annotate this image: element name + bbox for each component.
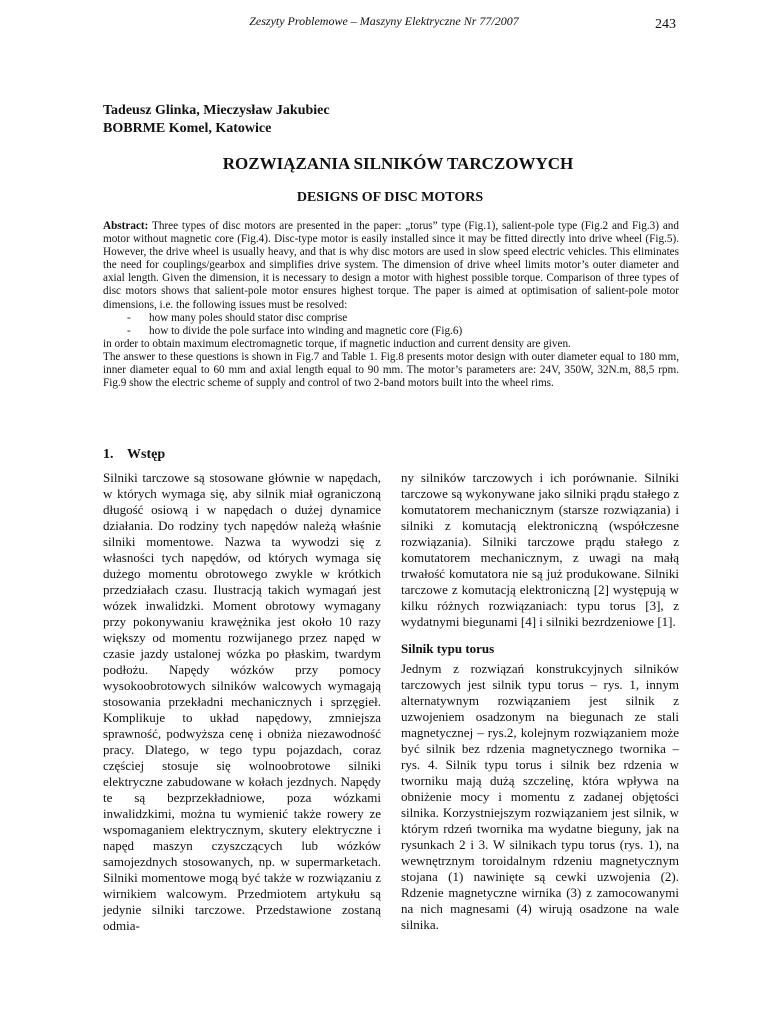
section-number: 1. (103, 447, 114, 462)
abstract-para2: in order to obtain maximum electromagnetic torque, if magnetic induction and current density are given. (103, 337, 571, 350)
authors-block (103, 102, 330, 138)
section-heading (103, 447, 165, 463)
right-column (401, 470, 679, 933)
bullet-dash: - (127, 311, 131, 324)
torus-paragraph: Jednym z rozwiązań konstrukcyjnych silników tarczowych jest silnik typu torus – rys. 1, innym alternatywnym rozwiązaniem jest silnik z uzwojeniem osadzonym na biegunach ze stali magnetycznej – rys.2, kolejnym rozwiązaniem może być silnik bez rdzenia magnetycznego twornika – rys. 4. Silnik typu torus i silnik bez rdzenia w tworniku mają dużą szczelinę, która wpływa na obniżenie mocy i momentu z zadanej objętości silnika. Korzystniejszym rozwiązaniem jest silnik, w którym rdzeń twornika ma wydatne bieguny, jak na rysunkach 2 i 3. W silnikach typu torus (rys. 1), na wewnętrznym toroidalnym rdzeniu magnetycznym stojana (1) nawinięte są cewki uzwojenia (2). Rdzenie magnetyczne wirnika (3) z zamocowanymi na nich magnesami (4) wirują osadzone na wale silnika. (401, 661, 679, 932)
section-title: Wstęp (127, 447, 166, 462)
left-column (103, 470, 381, 934)
journal-header: Zeszyty Problemowe – Maszyny Elektryczne Nr 77/2007 (249, 14, 519, 28)
abstract-para1 (103, 220, 679, 312)
abstract-bullet-list (103, 312, 679, 338)
bullet-text: how to divide the pole surface into winding and magnetic core (Fig.6) (149, 324, 463, 337)
intro-paragraph: Silniki tarczowe są stosowane głównie w napędach, w których wymaga się, aby silnik miał ograniczoną długość osiową i w napędach o dużej dynamice działania. Do rodziny tych napędów należą właśnie silniki momentowe. Nazwa ta wywodzi się z własności tych napędów, od których wymaga się dużego momentu obrotowego zwykle w krótkich przedziałach czasu. Ilustracją takich wymagań jest wózek inwalidzki. Moment obrotowy wymagany przy pokonywaniu krawężnika jest około 10 razy większy od momentu rozwijanego przez napęd w czasie jazdy ustalonej wózka po płaskim, twardym podłożu. Napędy wózków przy pomocy wysokoobrotowych silników walcowych wymagają stosowania przekładni mechanicznych i sprzęgieł. Komplikuje to układ napędowy, zmniejsza sprawność, podwyższa cenę i obniża niezawodność pracy. Dlatego, w tego typu pojazdach, coraz częściej stosuje się wolnoobrotowe silniki elektryczne zabudowane w kołach jezdnych. Napędy te są bezprzekładniowe, poza wózkami inwalidzkimi, można tu wymienić także rowery ze wspomaganiem elektrycznym, skutery elektryczne i napęd maszyn czyszczących lub wózków samojezdnych stosowanych, np. w supermarketach. Silniki momentowe mogą być także w rozwiązaniu z wirnikiem walcowym. Przedmiotem artykułu są jedynie silniki tarczowe. Przedstawione zostaną odmia- (103, 470, 381, 933)
abstract-para3: The answer to these questions is shown in Fig.7 and Table 1. Fig.8 presents motor design with outer diameter equal to 180 mm, inner diameter equal to 60 mm and axial length equal to 90 mm. The motor’s parameters are: 24V, 350W, 32N.m, 88,5 rpm. Fig.9 show the electric scheme of supply and control of two 2-band motors built into the wheel rims. (103, 350, 679, 390)
abstract-bullet (103, 325, 679, 338)
bullet-text: how many poles should stator disc comprise (149, 311, 348, 324)
title-polish: ROZWIĄZANIA SILNIKÓW TARCZOWYCH (222, 154, 574, 173)
page-number: 243 (655, 17, 676, 32)
bullet-dash: - (127, 324, 131, 337)
intro-paragraph-continued: ny silników tarczowych i ich porównanie. Silniki tarczowe są wykonywane jako silniki prądu stałego z komutatorem mechanicznym (starsze rozwiązania) i silniki z komutacją elektroniczną (współczesne rozwiązania). Silniki tarczowe prądu stałego z komutatorem mechanicznym, z uwagi na małą trwałość komutatora nie są już produkowane. Silniki tarczowe z komutacją elektroniczną [2] występują w kilku różnych rozwiązaniach: typu torus [3], z wydatnymi biegunami [4] i silniki bezrdzeniowe [1]. (401, 470, 679, 629)
abstract-label: Abstract: (103, 220, 149, 232)
abstract (103, 220, 679, 390)
author-names: Tadeusz Glinka, Mieczysław Jakubiec (103, 103, 330, 118)
author-affiliation: BOBRME Komel, Katowice (103, 121, 272, 136)
subsection-heading: Silnik typu torus (401, 641, 495, 656)
title-english: DESIGNS OF DISC MOTORS (296, 190, 484, 205)
abstract-bullet (103, 312, 679, 325)
abstract-para1-text: Three types of disc motors are presented in the paper: „torus” type (Fig.1), salient-pole type (Fig.2 and Fig.3) and motor without magnetic core (Fig.4). Disc-type motor is easily installed since it may be fitted directly into drive wheel (Fig.5). However, the drive wheel is usually heavy, and that is why disc motors are used in slow speed electric vehicles. This eliminates the need for couplings/gearbox and simplifies drive system. The dimension of drive wheel limits motor’s outer diameter and axial length. Given the dimension, it is necessary to design a motor with highest possible torque. Comparison of three types of disc motors shows that salient-pole motor ensures highest torque. The paper is aimed at optimisation of salient-pole motor dimensions, i.e. the following issues must be resolved: (103, 220, 679, 311)
